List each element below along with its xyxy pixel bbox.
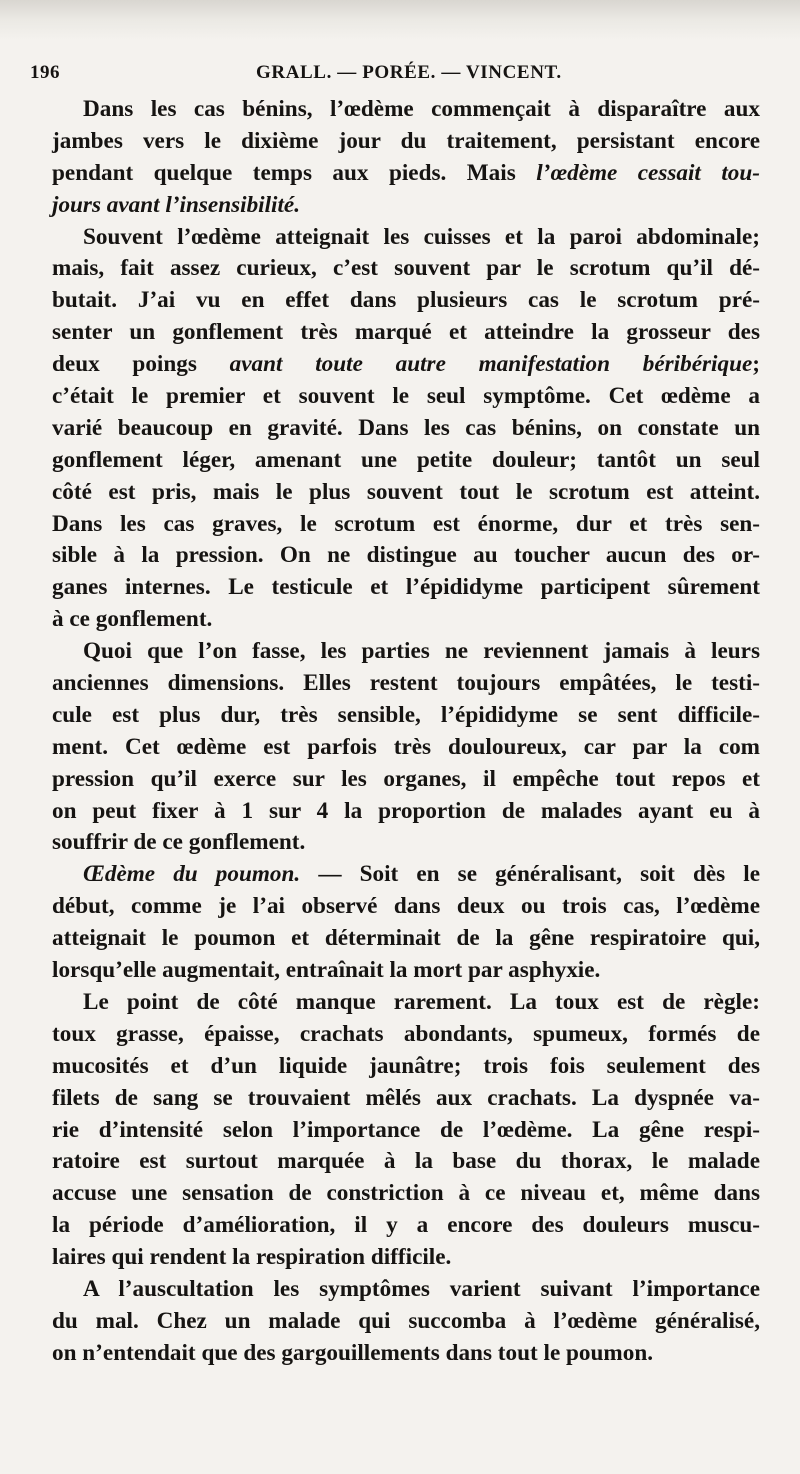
text-line: filets de sang se trouvaient mêlés aux crachats. La dyspnée va-: [52, 1084, 760, 1111]
italic-phrase: avant toute autre manifestation béribérique: [229, 351, 753, 378]
text-line: sible à la pression. On ne distingue au toucher aucun des or-: [52, 542, 760, 569]
text-line: pression qu’il exerce sur les organes, il empêche tout repos et: [52, 765, 760, 792]
text-line: atteignait le poumon et déterminait de la gêne respiratoire qui,: [52, 925, 760, 952]
scan-edge: [0, 0, 800, 40]
text-line: Le point de côté manque rarement. La toux est de règle:: [83, 988, 760, 1015]
text-line: A l’auscultation les symptômes varient suivant l’importance: [83, 1275, 760, 1302]
text-line: butait. J’ai vu en effet dans plusieurs cas le scrotum pré-: [52, 287, 760, 314]
text-line: jours avant l’insensibilité.: [52, 191, 301, 218]
text-run: — Soit en se généralisant, soit dès le: [300, 861, 761, 888]
text-line: laires qui rendent la respiration difficile.: [52, 1244, 452, 1271]
text-run: pendant quelque temps aux pieds. Mais: [52, 159, 537, 186]
text-line: début, comme je l’ai observé dans deux ou trois cas, l’œdème: [52, 893, 760, 920]
text-line: cule est plus dur, très sensible, l’épididyme se sent difficile-: [52, 701, 760, 728]
text-line: gonflement léger, amenant une petite douleur; tantôt un seul: [52, 446, 760, 473]
text-line: mais, fait assez curieux, c’est souvent par le scrotum qu’il dé-: [52, 255, 760, 282]
text-line: accuse une sensation de constriction à ce niveau et, même dans: [52, 1180, 760, 1207]
section-heading: Œdème du poumon.: [83, 861, 301, 888]
text-line: jambes vers le dixième jour du traitement, persistant encore: [52, 127, 760, 154]
text-line: la période d’amélioration, il y a encore des douleurs muscu-: [52, 1212, 760, 1239]
text-line: Dans les cas graves, le scrotum est énorme, dur et très sen-: [52, 510, 760, 537]
text-line: mucosités et d’un liquide jaunâtre; trois fois seulement des: [52, 1052, 760, 1079]
text-line: on peut fixer à 1 sur 4 la proportion de malades ayant eu à: [52, 797, 760, 824]
text-line: ganes internes. Le testicule et l’épididyme participent sûrement: [52, 574, 760, 601]
text-line: ment. Cet œdème est parfois très douloureux, car par la com: [52, 733, 760, 760]
text-line: c’était le premier et souvent le seul symptôme. Cet œdème a: [52, 383, 760, 410]
text-line: du mal. Chez un malade qui succomba à l’œdème généralisé,: [52, 1307, 760, 1334]
text-line: souffrir de ce gonflement.: [52, 829, 306, 856]
text-line: Dans les cas bénins, l’œdème commençait à disparaître aux: [83, 96, 760, 122]
text-line: à ce gonflement.: [52, 606, 213, 633]
text-line: [52, 349, 760, 381]
text-line: on n’entendait que des gargouillements dans tout le poumon.: [52, 1339, 654, 1366]
text-line: varié beaucoup en gravité. Dans les cas bénins, on constate un: [52, 414, 760, 441]
page-number: 196: [30, 62, 60, 83]
text-line: anciennes dimensions. Elles restent toujours empâtées, le testi-: [52, 670, 760, 697]
text-run: ;: [752, 351, 760, 378]
text-line: [52, 158, 760, 190]
text-line: côté est pris, mais le plus souvent tout le scrotum est atteint.: [52, 478, 760, 505]
text-line: senter un gonflement très marqué et atteindre la grosseur des: [52, 319, 760, 346]
running-head: GRALL. — PORÉE. — VINCENT.: [256, 62, 562, 83]
body-text: [52, 94, 760, 1370]
text-line: Souvent l’œdème atteignait les cuisses et la paroi abdominale;: [83, 223, 760, 250]
text-line: lorsqu’elle augmentait, entraînait la mort par asphyxie.: [52, 957, 601, 984]
text-line: ratoire est surtout marquée à la base du thorax, le malade: [52, 1148, 760, 1175]
text-line: Quoi que l’on fasse, les parties ne reviennent jamais à leurs: [83, 638, 760, 665]
italic-phrase: l’œdème cessait tou-: [536, 159, 760, 186]
text-line: rie d’intensité selon l’importance de l’œdème. La gêne respi-: [52, 1116, 760, 1143]
text-line: [52, 859, 760, 891]
text-run: deux poings: [52, 351, 230, 378]
text-line: toux grasse, épaisse, crachats abondants, spumeux, formés de: [52, 1020, 760, 1047]
